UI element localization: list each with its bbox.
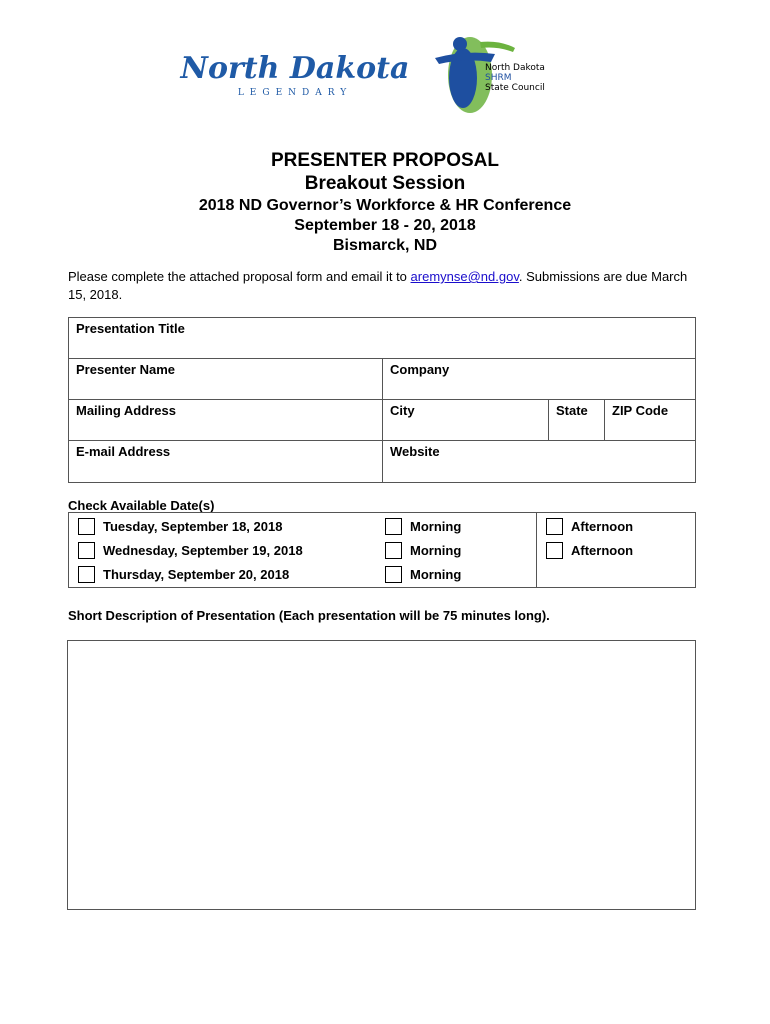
mailing-address-label: Mailing Address bbox=[76, 403, 176, 418]
page-title: PRESENTER PROPOSAL bbox=[270, 150, 500, 171]
intro-text bbox=[68, 268, 708, 304]
description-label: Short Description of Presentation (Each presentation will be 75 minutes long). bbox=[68, 608, 550, 623]
email-address-label: E-mail Address bbox=[76, 444, 171, 459]
nd-shrm-state-council-logo bbox=[425, 30, 550, 115]
tuesday-morning-label: Morning bbox=[410, 519, 462, 534]
wednesday-checkbox[interactable] bbox=[78, 542, 95, 559]
tuesday-afternoon-checkbox[interactable] bbox=[546, 518, 563, 535]
nd-logo-word: North Dakota bbox=[180, 51, 410, 86]
description-textarea[interactable] bbox=[67, 640, 696, 910]
presenter-name-field[interactable] bbox=[68, 358, 383, 400]
thursday-morning-label: Morning bbox=[410, 567, 462, 582]
email-address-field[interactable] bbox=[68, 440, 383, 483]
zip-code-label: ZIP Code bbox=[612, 403, 669, 418]
tuesday-morning-checkbox[interactable] bbox=[385, 518, 402, 535]
presentation-title-label: Presentation Title bbox=[76, 321, 185, 336]
wednesday-morning-checkbox[interactable] bbox=[385, 542, 402, 559]
wednesday-afternoon-label: Afternoon bbox=[571, 543, 634, 558]
dates-section-label: Check Available Date(s) bbox=[68, 498, 215, 513]
website-field[interactable] bbox=[382, 440, 696, 483]
city-field[interactable] bbox=[382, 399, 549, 441]
shrm-logo-line1: North Dakota bbox=[485, 63, 545, 73]
conference-dates: September 18 - 20, 2018 bbox=[294, 217, 476, 234]
presenter-name-label: Presenter Name bbox=[76, 362, 175, 377]
company-field[interactable] bbox=[382, 358, 696, 400]
north-dakota-legendary-logo bbox=[180, 42, 410, 102]
thursday-label: Thursday, September 20, 2018 bbox=[103, 567, 290, 582]
dates-divider bbox=[536, 512, 537, 588]
conference-location: Bismarck, ND bbox=[332, 237, 438, 254]
state-label: State bbox=[556, 403, 588, 418]
zip-code-field[interactable] bbox=[604, 399, 696, 441]
tuesday-afternoon-label: Afternoon bbox=[571, 519, 634, 534]
intro-after: . Submissions are due March 15, 2018. bbox=[68, 269, 688, 302]
presentation-title-field[interactable] bbox=[68, 317, 696, 359]
city-label: City bbox=[390, 403, 415, 418]
intro-before: Please complete the attached proposal form and email it to bbox=[68, 269, 411, 284]
nd-logo-sub: LEGENDARY bbox=[237, 88, 353, 98]
submission-email-link[interactable]: aremynse@nd.gov bbox=[410, 269, 519, 284]
thursday-morning-checkbox[interactable] bbox=[385, 566, 402, 583]
shrm-logo-line2: SHRM bbox=[485, 73, 512, 83]
website-label: Website bbox=[390, 444, 440, 459]
conference-name: 2018 ND Governor’s Workforce & HR Conference bbox=[198, 197, 572, 214]
wednesday-label: Wednesday, September 19, 2018 bbox=[103, 543, 303, 558]
wednesday-morning-label: Morning bbox=[410, 543, 462, 558]
mailing-address-field[interactable] bbox=[68, 399, 383, 441]
wednesday-afternoon-checkbox[interactable] bbox=[546, 542, 563, 559]
state-field[interactable] bbox=[548, 399, 605, 441]
shrm-logo-line3: State Council bbox=[485, 83, 545, 93]
tuesday-checkbox[interactable] bbox=[78, 518, 95, 535]
page-subtitle: Breakout Session bbox=[304, 173, 466, 194]
tuesday-label: Tuesday, September 18, 2018 bbox=[103, 519, 283, 534]
thursday-checkbox[interactable] bbox=[78, 566, 95, 583]
company-label: Company bbox=[390, 362, 450, 377]
